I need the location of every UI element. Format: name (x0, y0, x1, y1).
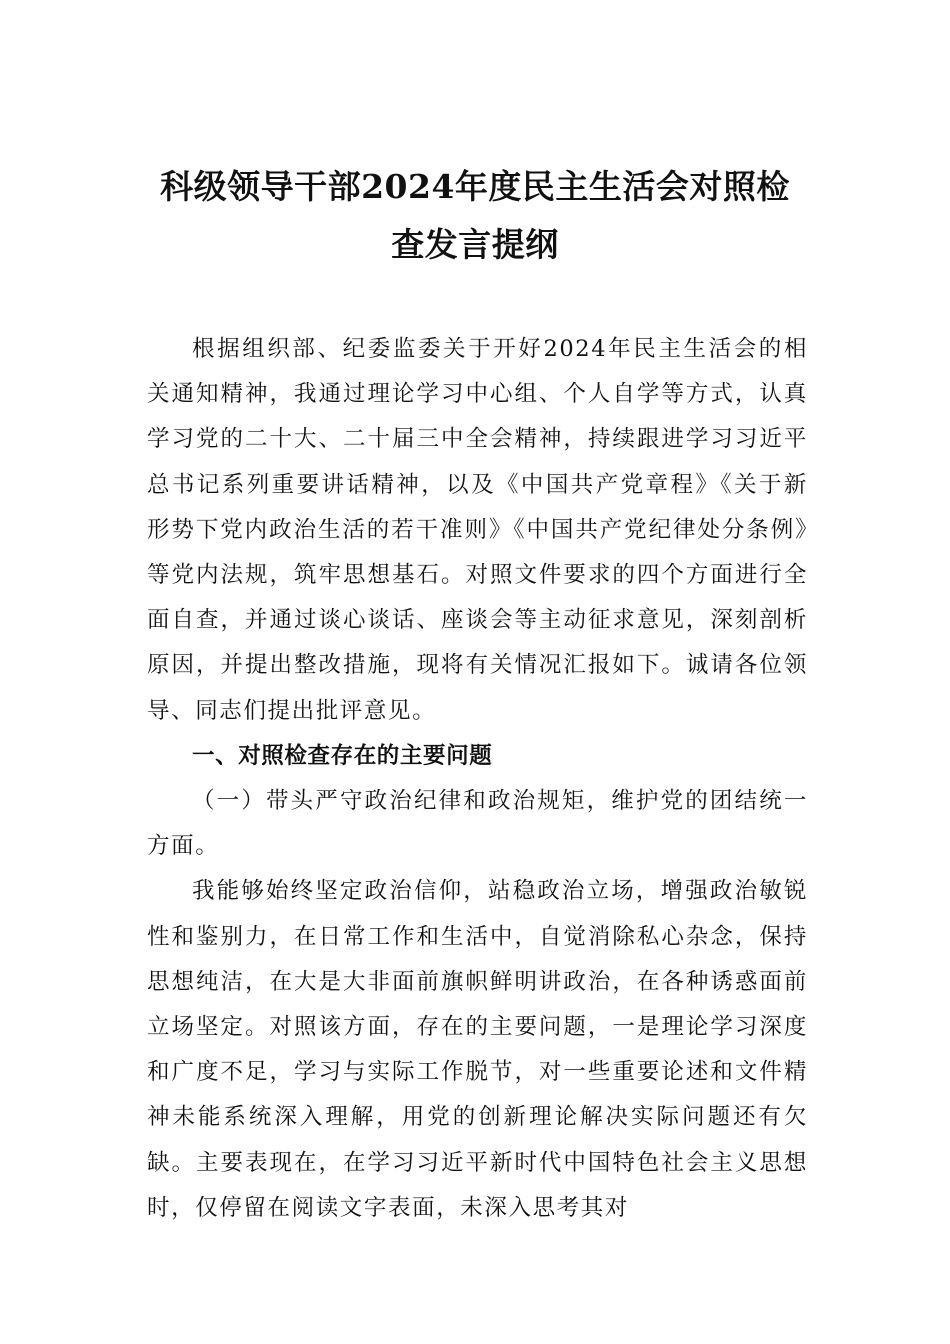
section-heading: 一、对照检查存在的主要问题 (192, 742, 493, 769)
title-line-2: 查发言提纲 (391, 225, 559, 264)
document-title (120, 158, 830, 274)
body-paragraph: 我能够始终坚定政治信仰，站稳政治立场，增强政治敏锐性和鉴别力，在日常工作和生活中，自觉消除私心杂念，保持思想纯洁，在大是大非面前旗帜鲜明讲政治，在各种诱惑面前立场坚定。对照该方面，存在的主要问题，一是理论学习深度和广度不足，学习与实际工作脱节，对一些重要论述和文件精神未能系统深入理解，用党的创新理论解决实际问题还有欠缺。主要表现在，在学习习近平新时代中国特色社会主义思想时，仅停留在阅读文字表面，未深入思考其对 (147, 878, 808, 1221)
document-body (147, 327, 808, 1231)
intro-paragraph: 根据组织部、纪委监委关于开好2024年民主生活会的相关通知精神，我通过理论学习中心组、个人自学等方式，认真学习党的二十大、二十届三中全会精神，持续跟进学习习近平总书记系列重要讲话精神，以及《中国共产党章程》《关于新形势下党内政治生活的若干准则》《中国共产党纪律处分条例》等党内法规，筑牢思想基石。对照文件要求的四个方面进行全面自查，并通过谈心谈话、座谈会等主动征求意见，深刻剖析原因，并提出整改措施，现将有关情况汇报如下。诚请各位领导、同志们提出批评意见。 (147, 336, 808, 724)
subsection-heading: （一）带头严守政治纪律和政治规矩，维护党的团结统一方面。 (147, 788, 808, 860)
title-line-1: 科级领导干部2024年度民主生活会对照检 (160, 167, 790, 206)
